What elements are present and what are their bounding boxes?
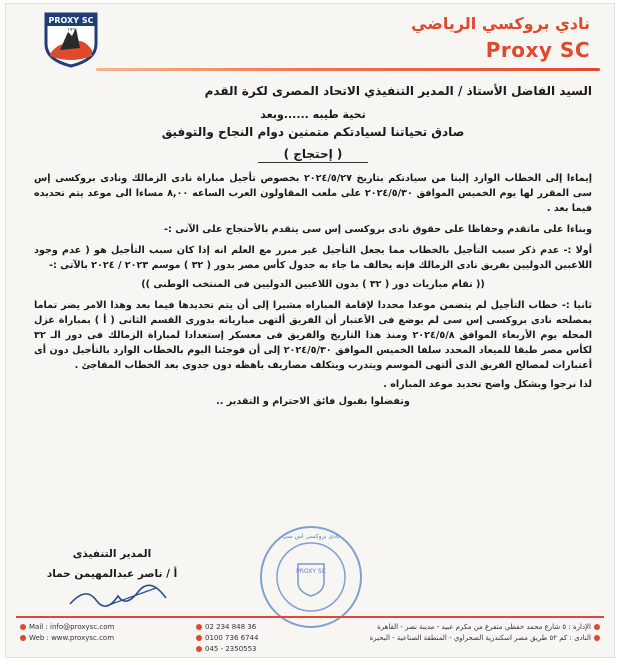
- stamp-ring-text: نادى بروكسى اس سى: [282, 533, 340, 540]
- footer-contact-phones: [196, 621, 258, 654]
- letter-page: [6, 4, 614, 657]
- footer-divider: [16, 616, 604, 618]
- quoted-rule: (( تقام مباريات دور ( ٣٢ ) بدون اللاعبين الدوليين فى المنتخب الوطنى )): [141, 279, 485, 290]
- logo-text: PROXY SC: [48, 16, 94, 25]
- stamp-text: PROXY SC: [296, 568, 326, 575]
- mail-icon: [20, 624, 26, 630]
- mobile-icon: [196, 635, 202, 641]
- footer-address-2: النادى : كم ٥٢ طريق مصر اسكندرية الصحراوي - المنطقة الصناعية - البحيرة: [369, 633, 591, 642]
- fax-icon: [196, 646, 202, 652]
- club-name-arabic: نادي بروكسي الرياضي: [411, 14, 590, 33]
- subject-title: ( إحتجاج ): [258, 147, 368, 163]
- letter-footer: [16, 621, 604, 653]
- recipient-line: السيد الفاضل الأستاذ / المدير التنفيذي الاتحاد المصرى لكرة القدم: [204, 84, 592, 98]
- wishes-line: صادق تحياتنا لسيادتكم متمنين دوام النجاح والتوفيق: [161, 125, 465, 139]
- letter-body: [34, 84, 592, 407]
- paragraph-second-point: ثانيا :- خطاب التأجيل لم يتضمن موعدا محددا لإقامة المباراه مشيرا إلى أن يتم تحديدها فيما بعد وهذا الامر يضر تماما بمصلحه نادى بروكسى إس سى لم يوضع فى الأعتبار أن الفريق ألتهى مبارياته بدورى القسم الثانى ( أ ) بمباراة غزل المحله يوم الأربعاء الموافق ٢٠٢٤/٥/٨ ومنذ هذا التاريخ والفريق فى معسكر إستعدادا لمباراة الزمالك فى دور الـ ٣٢ لكأس مصر طبقا للميعاد المحدد سلفا الخميس الموافق ٢٠٢٤/٥/٣٠ إلى أن فوجئنا اليوم بالخطاب الوارد بالتأجيل دون أى أعتبارات لمصالح الفريق الذى ألتهى الموسم ويتدرب ويتكلف مصاريف باهظه دون جدوى بعد الخطاب المفاجئ .: [34, 300, 592, 371]
- letterhead: [16, 8, 604, 70]
- location-icon: [594, 624, 600, 630]
- paragraph-intro: إيماءا إلى الخطاب الوارد إلينا من سيادتكم بتاريخ ٢٠٢٤/٥/٢٧ بخصوص تأجيل مباراة نادى الزمالك ونادى بروكسى إس سى المقرر لها يوم الخميس الموافق ٢٠٢٤/٥/٣٠ على ملعب المقاولون العرب الساعه ٨,٠٠ مساءا الى موعد يتم تحديده فيما بعد .: [34, 173, 592, 214]
- greeting: تحية طيبه ......وبعد: [260, 108, 366, 121]
- globe-icon: [20, 635, 26, 641]
- paragraph-first-point: أولا :- عدم ذكر سبب التأجيل بالخطاب مما يجعل التأجيل غير مبرر مع العلم انه إذا كان سبب التأجيل هو ( عدم وجود اللاعبين الدوليين بفريق نادى الزمالك فإنه يخالف ما جاء به جدول كأس مصر بدور ( ٣٢ ) موسم ٢٠٢٣ / ٢٠٢٤ بالآتى :-: [34, 245, 592, 271]
- footer-contact-web: [20, 621, 114, 643]
- location-icon: [594, 635, 600, 641]
- official-stamp: [256, 524, 366, 630]
- request-line: لذا نرجوا وبشكل واضح تحديد موعد المباراه .: [383, 379, 592, 390]
- footer-web: Web : www.proxysc.com: [29, 633, 115, 642]
- signatory-name: أ / ناصر عبدالمهيمن حماد: [46, 568, 178, 580]
- club-logo-icon: [40, 10, 102, 68]
- club-name-english: Proxy SC: [485, 38, 590, 62]
- footer-phone-2: 0100 736 6744: [205, 633, 259, 642]
- signatory-title: المدير التنفيذى: [72, 548, 152, 560]
- footer-phone-1: 02 234 848 36: [205, 622, 257, 631]
- header-divider: [96, 68, 600, 71]
- phone-icon: [196, 624, 202, 630]
- closing-line: وتفضلوا بقبول فائق الاحترام و التقدير ..: [216, 396, 410, 407]
- footer-mail: Mail : info@proxysc.com: [29, 622, 115, 631]
- footer-address-1: الإدارة : ٥ شارع محمد حفظي متفرع من مكرم عبيد - مدينة نصر - القاهرة: [377, 622, 591, 631]
- logo-year: ١٩٩: [66, 27, 76, 33]
- footer-phone-3: 045 - 2350553: [205, 644, 257, 653]
- paragraph-basis: وبناءا على ماتقدم وحفاظا على حقوق نادى بروكسى إس سى يتقدم بالأحتجاج على الآتى :-: [164, 224, 592, 235]
- handwritten-signature: [66, 582, 176, 612]
- footer-addresses: [370, 621, 600, 643]
